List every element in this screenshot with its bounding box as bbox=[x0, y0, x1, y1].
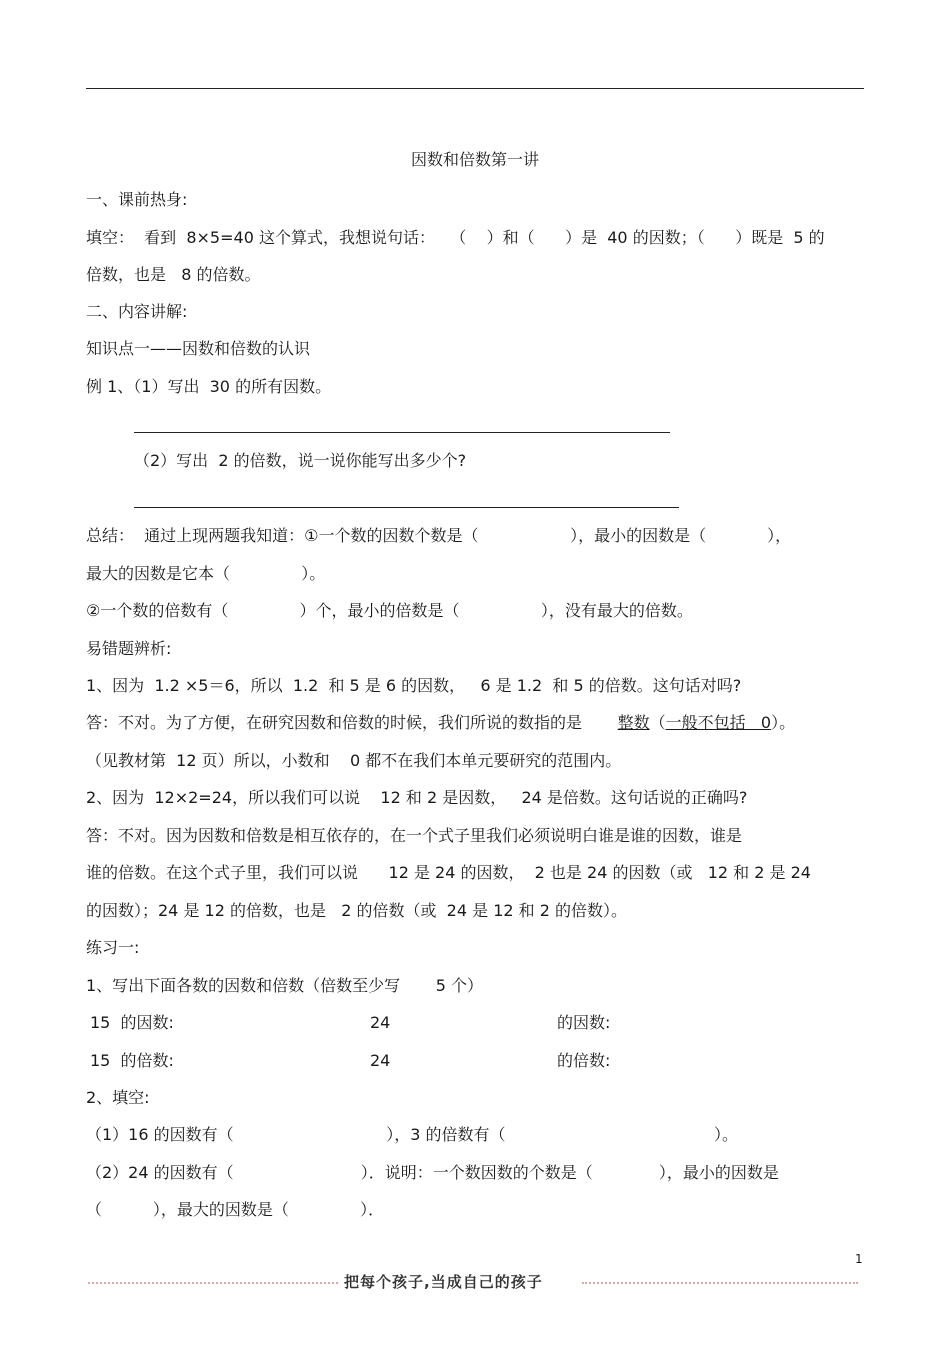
paren-close: ）。 bbox=[771, 713, 796, 732]
fill-item-2-line-2: （ ），最大的因数是（ ）． bbox=[86, 1200, 385, 1219]
factors-of-15-label: 15 的因数: bbox=[90, 1013, 174, 1032]
error-answer-2-line-1: 答：不对。因为因数和倍数是相互依存的，在一个式子里我们必须说明白谁是谁的因数，谁是 bbox=[86, 826, 743, 845]
fill-item-1: （1）16 的因数有（ ），3 的倍数有（ ）。 bbox=[86, 1125, 738, 1144]
error-answer-2-line-2: 谁的倍数。在这个式子里，我们可以说 12 是 24 的因数， 2 也是 24 的因数（或 12 和 2 是 24 bbox=[86, 863, 811, 882]
error-answer-2-line-3: 的因数）；24 是 12 的倍数，也是 2 的倍数（或 24 是 12 和 2 的倍数）。 bbox=[86, 901, 628, 920]
knowledge-point-heading: 知识点一——因数和倍数的认识 bbox=[86, 339, 311, 358]
footer-slogan: 把每个孩子,当成自己的孩子 bbox=[344, 1273, 543, 1291]
multiples-of-15-label: 15 的倍数: bbox=[90, 1051, 174, 1070]
error-question-1: 1、因为 1.2 ×5＝6，所以 1.2 和 5 是 6 的因数， 6 是 1.2 和 5 的倍数。这句话对吗? bbox=[86, 676, 742, 695]
header-rule bbox=[86, 88, 864, 89]
fill-blank-line-2: 倍数，也是 8 的倍数。 bbox=[86, 265, 261, 284]
underlined-exclusion: 一般不包括 0 bbox=[665, 713, 772, 732]
section-warmup-heading: 一、课前热身: bbox=[86, 190, 188, 209]
page-number: 1 bbox=[855, 1252, 863, 1266]
error-answer-1-line-2: （见教材第 12 页）所以，小数和 0 都不在我们本单元要研究的范围内。 bbox=[86, 751, 622, 770]
footer bbox=[88, 1271, 858, 1295]
practice-question-2: 2、填空: bbox=[86, 1088, 150, 1107]
example-1-part-2: （2）写出 2 的倍数，说一说你能写出多少个? bbox=[134, 451, 467, 470]
answer-line-2 bbox=[134, 507, 679, 508]
example-1-part-1: 例 1、（1）写出 30 的所有因数。 bbox=[86, 377, 332, 396]
practice-question-1: 1、写出下面各数的因数和倍数（倍数至少写 5 个） bbox=[86, 976, 484, 995]
answer-text: 答：不对。为了方便，在研究因数和倍数的时候，我们所说的数指的是 bbox=[86, 713, 618, 732]
section-content-heading: 二、内容讲解: bbox=[86, 302, 188, 321]
number-24-label: 24 bbox=[370, 1013, 391, 1032]
summary-line-3: ②一个数的倍数有（ ）个，最小的倍数是（ ），没有最大的倍数。 bbox=[86, 601, 693, 620]
factors-of-24-label: 的因数: bbox=[557, 1013, 611, 1032]
underlined-integer: 整数 bbox=[617, 713, 650, 732]
error-question-2: 2、因为 12×2=24，所以我们可以说 12 和 2 是因数， 24 是倍数。这句话说的正确吗? bbox=[86, 788, 748, 807]
practice-heading: 练习一: bbox=[86, 938, 140, 957]
fill-blank-line-1: 填空： 看到 8×5=40 这个算式，我想说句话： （ ）和（ ）是 40 的因数；（ ）既是 5 的 bbox=[86, 228, 825, 247]
number-24-label: 24 bbox=[370, 1051, 391, 1070]
answer-line-1 bbox=[134, 432, 670, 433]
error-analysis-heading: 易错题辨析: bbox=[86, 639, 172, 658]
error-answer-1-line-1 bbox=[86, 713, 795, 733]
page-title: 因数和倍数第一讲 bbox=[410, 150, 539, 169]
summary-line-1: 总结： 通过上现两题我知道：①一个数的因数个数是（ ），最小的因数是（ ）， bbox=[86, 526, 792, 545]
multiples-of-24-label: 的倍数: bbox=[557, 1051, 611, 1070]
fill-item-2-line-1: （2）24 的因数有（ ）．说明：一个数因数的个数是（ ），最小的因数是 bbox=[86, 1163, 779, 1182]
footer-dotted-rule-right bbox=[582, 1282, 858, 1284]
summary-line-2: 最大的因数是它本（ ）。 bbox=[86, 564, 326, 583]
footer-dotted-rule-left bbox=[88, 1282, 338, 1284]
paren-open: （ bbox=[649, 713, 666, 732]
